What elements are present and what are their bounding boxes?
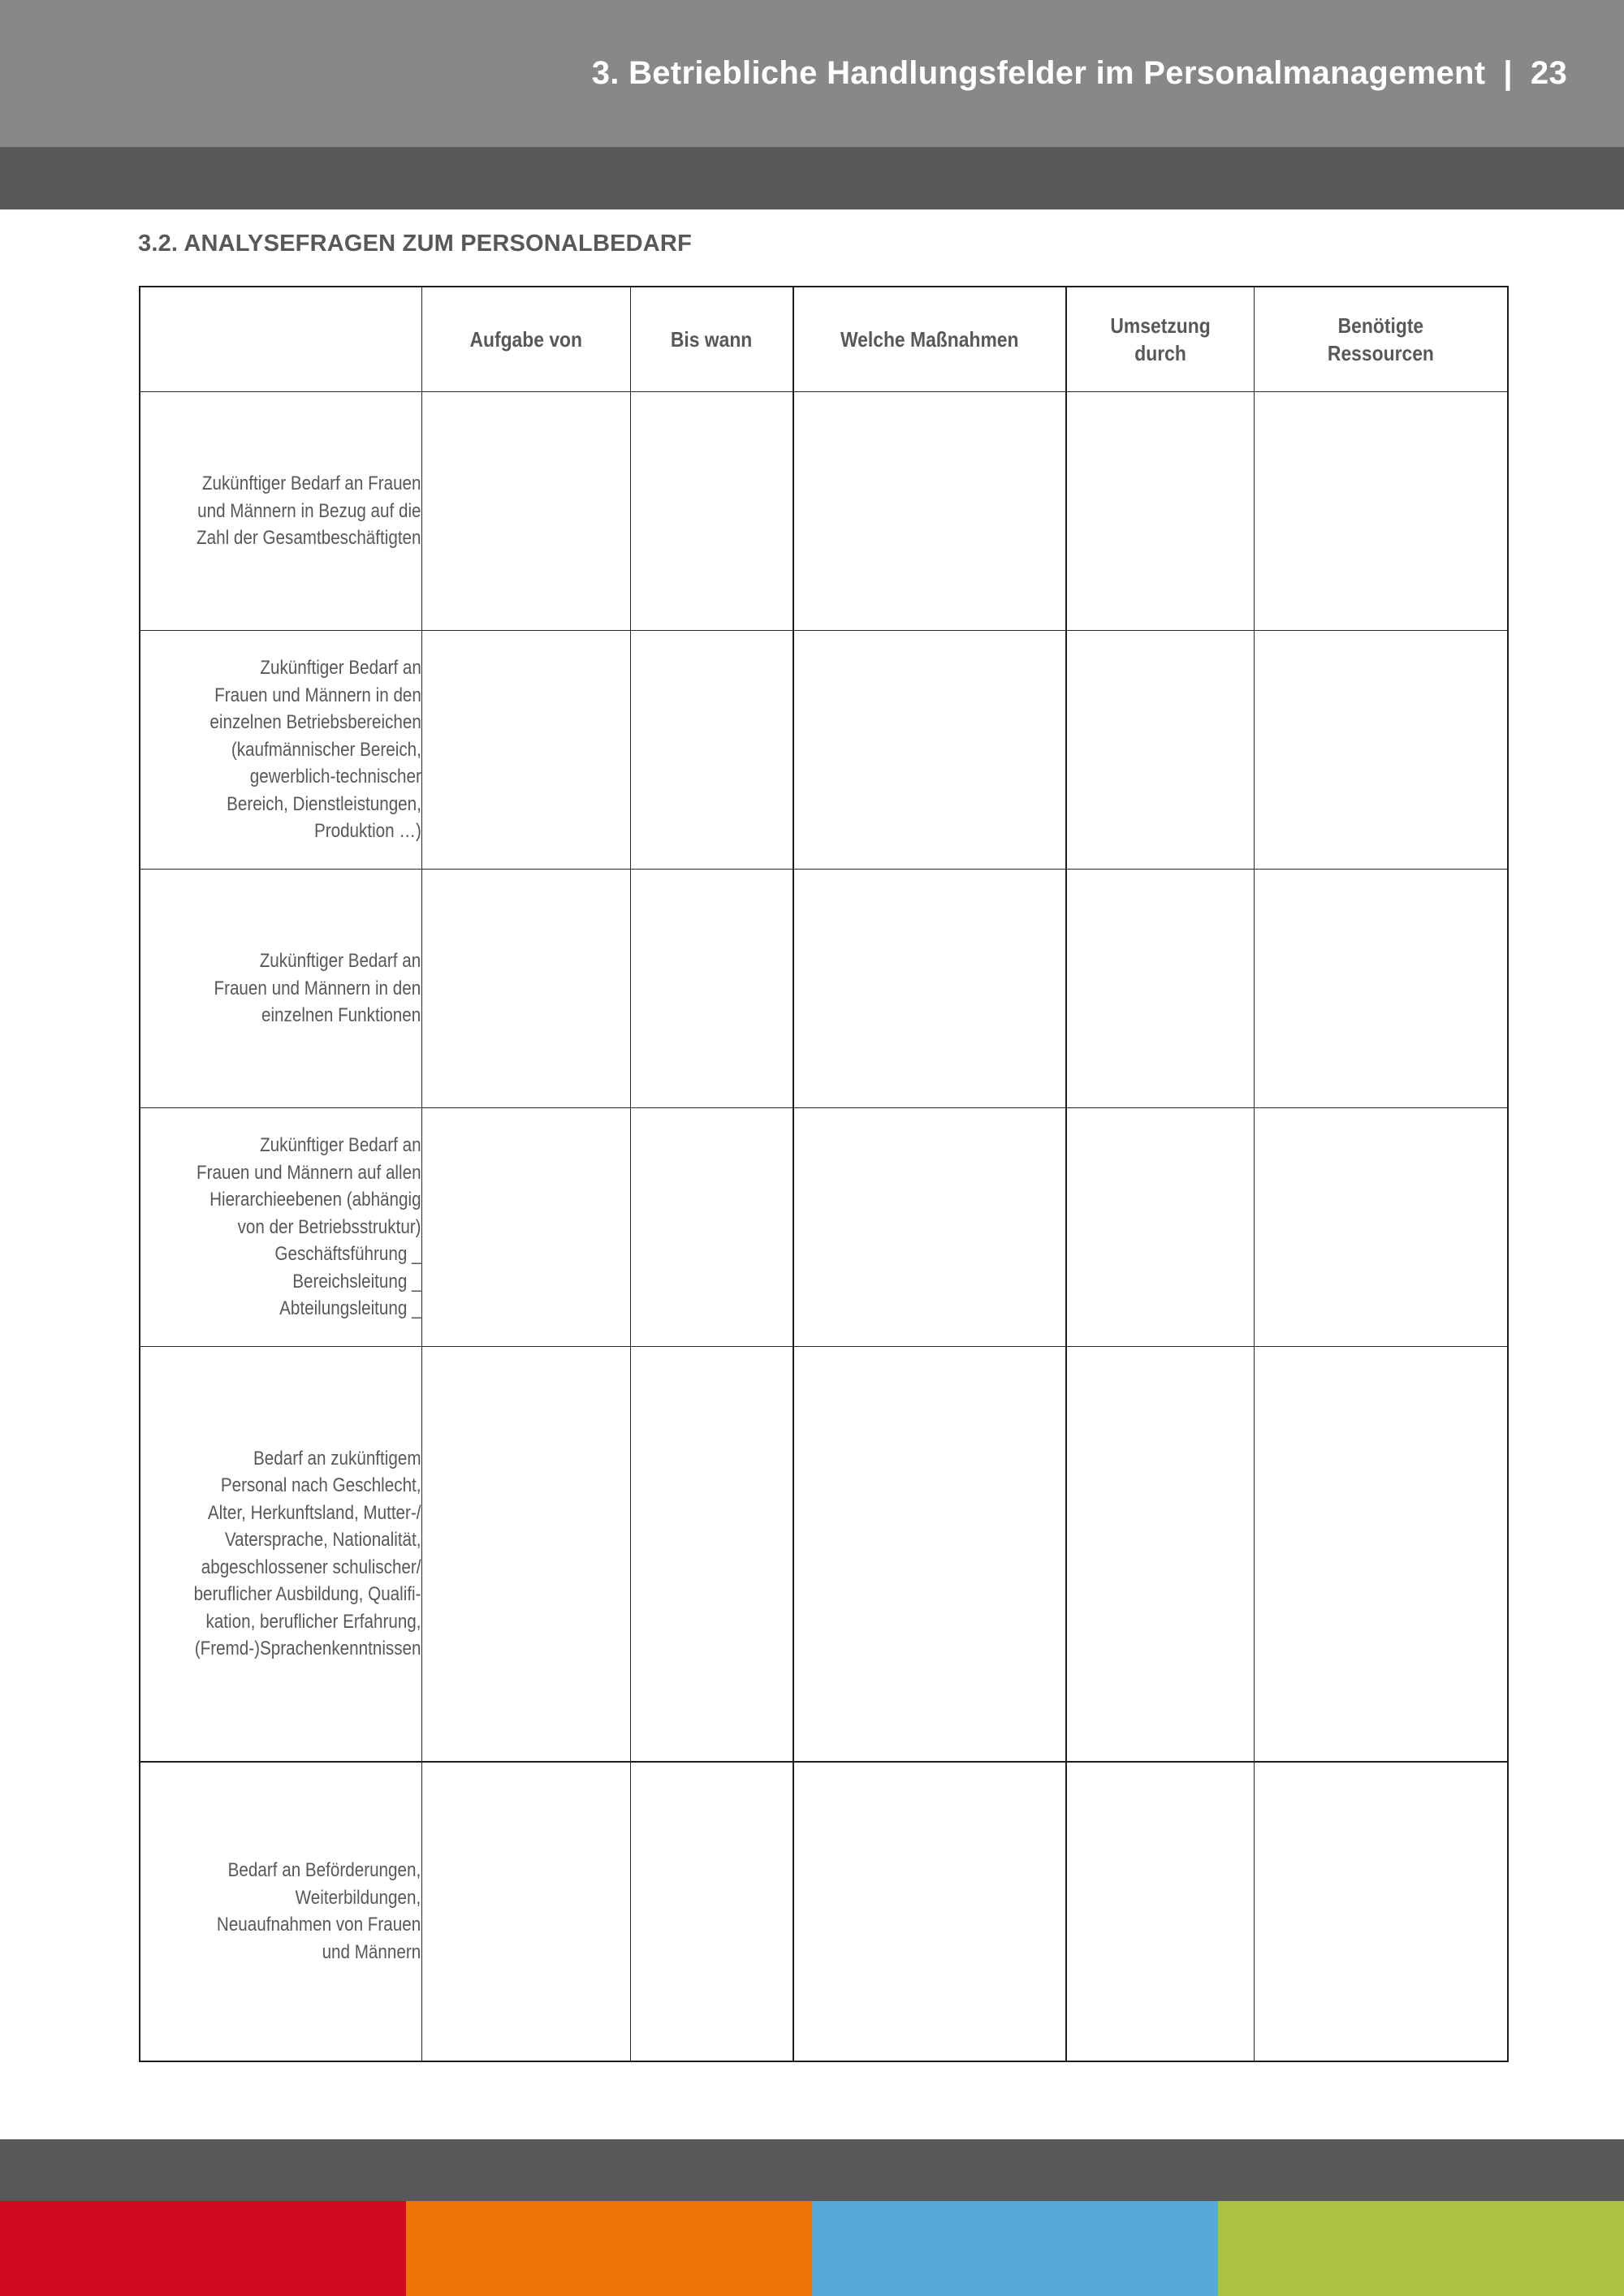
table-cell[interactable] [793, 1347, 1066, 1762]
table-row [140, 1108, 1508, 1347]
table-cell[interactable] [793, 631, 1066, 870]
table-cell[interactable] [793, 392, 1066, 631]
table-cell[interactable] [421, 1762, 630, 2061]
page-header [592, 55, 1567, 92]
column-header-umsetzung: Umsetzung durch [1066, 287, 1254, 392]
column-header-bis-wann: Bis wann [630, 287, 793, 392]
chapter-title: 3. Betriebliche Handlungsfelder im Personalmanagement [591, 55, 1486, 91]
row-label: Bedarf an Beförderungen, Weiterbildungen, Neuaufnahmen von Frauen und Männern [140, 1762, 421, 2061]
row-label: Zukünftiger Bedarf an Frauen und Männern auf allen Hierarchieebenen (abhängig von der Betriebsstruktur) Geschäftsführung _ Bereichsleitung _ Abteilungsleitung _ [140, 1108, 421, 1347]
footer-stripe-red [0, 2201, 406, 2296]
table-row [140, 392, 1508, 631]
footer-stripe-blue [812, 2201, 1218, 2296]
table-cell[interactable] [1066, 870, 1254, 1108]
table-cell[interactable] [1066, 392, 1254, 631]
table-cell[interactable] [1254, 1347, 1508, 1762]
row-label: Zukünftiger Bedarf an Frauen und Männern in Bezug auf die Zahl der Gesamtbeschäftigten [140, 392, 421, 631]
footer-band [0, 2139, 1624, 2201]
table-cell[interactable] [421, 1347, 630, 1762]
page-number: 23 [1530, 55, 1567, 91]
table-cell[interactable] [1254, 631, 1508, 870]
table-cell[interactable] [1066, 1347, 1254, 1762]
table-cell[interactable] [793, 1762, 1066, 2061]
column-header-aufgabe-von: Aufgabe von [421, 287, 630, 392]
column-header-ressourcen: Benötigte Ressourcen [1254, 287, 1508, 392]
table-cell[interactable] [630, 392, 793, 631]
footer-stripe-green [1218, 2201, 1624, 2296]
table-row [140, 1762, 1508, 2061]
row-label: Bedarf an zukünftigem Personal nach Geschlecht, Alter, Herkunftsland, Mutter-/ Vatersprache, Nationalität, abgeschlossener schulischer/ beruflicher Ausbildung, Qualifi- kation, beruflicher Erfahrung, (Fremd-)Sprachenkenntnissen [140, 1347, 421, 1762]
table-cell[interactable] [1066, 1762, 1254, 2061]
table-cell[interactable] [421, 1108, 630, 1347]
analysis-table [139, 286, 1509, 2062]
header-band-dark [0, 147, 1624, 209]
footer-stripe-orange [406, 2201, 812, 2296]
table-cell[interactable] [1254, 1762, 1508, 2061]
table-cell[interactable] [1066, 631, 1254, 870]
row-label: Zukünftiger Bedarf an Frauen und Männern in den einzelnen Betriebsbereichen (kaufmännischer Bereich, gewerblich-technischer Bereich, Dienstleistungen, Produktion …) [140, 631, 421, 870]
table-cell[interactable] [793, 870, 1066, 1108]
column-header-label [140, 287, 421, 392]
table-cell[interactable] [1254, 392, 1508, 631]
table-cell[interactable] [421, 392, 630, 631]
table-cell[interactable] [1254, 1108, 1508, 1347]
table-cell[interactable] [630, 1108, 793, 1347]
table-header-row [140, 287, 1508, 392]
table-cell[interactable] [421, 870, 630, 1108]
table-cell[interactable] [630, 1347, 793, 1762]
table-row [140, 631, 1508, 870]
table-cell[interactable] [630, 1762, 793, 2061]
section-title: 3.2. ANALYSEFRAGEN ZUM PERSONALBEDARF [138, 231, 692, 257]
table-row [140, 870, 1508, 1108]
header-separator: | [1503, 55, 1513, 91]
table-cell[interactable] [1066, 1108, 1254, 1347]
table-cell[interactable] [630, 870, 793, 1108]
table-cell[interactable] [630, 631, 793, 870]
table-cell[interactable] [421, 631, 630, 870]
table-cell[interactable] [1254, 870, 1508, 1108]
column-header-massnahmen: Welche Maßnahmen [793, 287, 1066, 392]
table-row [140, 1347, 1508, 1762]
table-cell[interactable] [793, 1108, 1066, 1347]
row-label: Zukünftiger Bedarf an Frauen und Männern in den einzelnen Funktionen [140, 870, 421, 1108]
